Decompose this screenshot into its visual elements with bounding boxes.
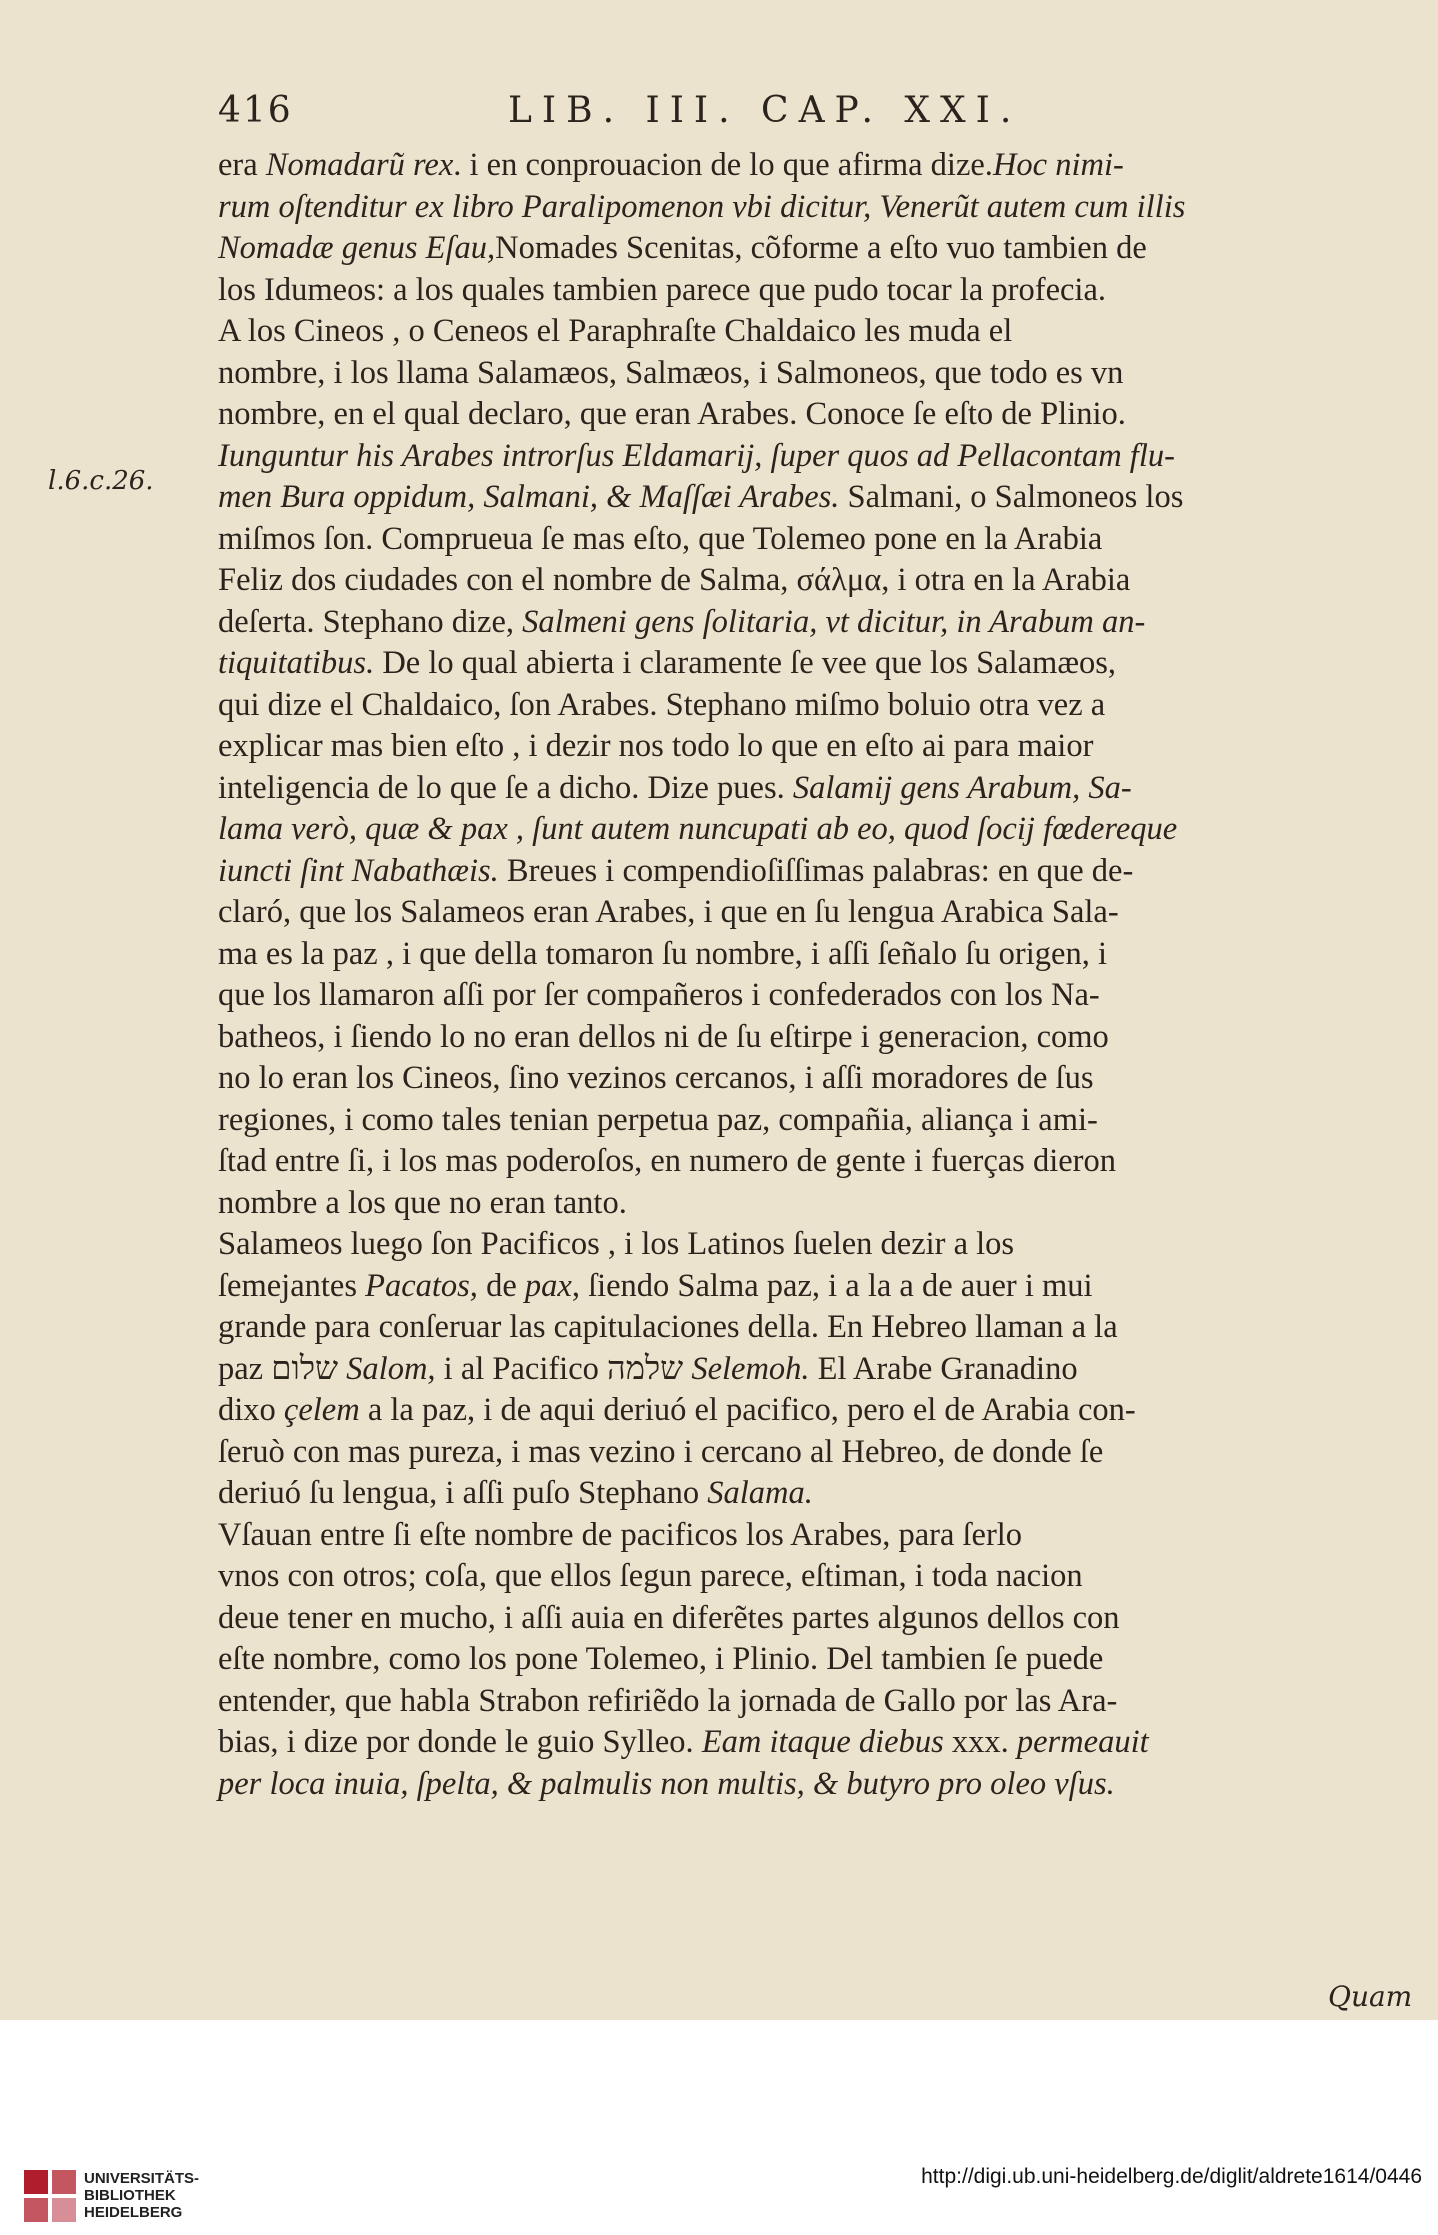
text-line xyxy=(218,560,1368,602)
text-line xyxy=(218,1473,1368,1515)
roman-span: nombre, i los llama Salamæos, Salmæos, i Salmoneos, que todo es vn xyxy=(218,354,1124,391)
roman-span: i al Pacifico שלמה xyxy=(435,1350,692,1387)
margin-note: l.6.c.26. xyxy=(48,466,154,496)
italic-span: Hoc nimi- xyxy=(992,147,1124,183)
text-line xyxy=(218,228,1368,270)
text-line xyxy=(218,1183,1368,1225)
text-line xyxy=(218,1681,1368,1723)
roman-span: ma es la paz , i que della tomaron ſu nombre, i aſſi ſeñalo ſu origen, i xyxy=(218,935,1107,972)
roman-span: que los llamaron aſſi por ſer compañeros i confederados con los Na- xyxy=(218,977,1100,1013)
footer xyxy=(0,2020,1438,2235)
text-line xyxy=(218,975,1368,1017)
roman-span: batheos, i ſiendo lo no eran dellos ni de ſu eſtirpe i generacion, como xyxy=(218,1018,1109,1055)
library-logo-icon xyxy=(24,2170,76,2222)
roman-span: grande para conſeruar las capitulaciones della. En Hebreo llaman a la xyxy=(218,1309,1118,1345)
text-line xyxy=(218,1100,1368,1142)
text-line xyxy=(218,934,1368,976)
text-line xyxy=(218,145,1368,187)
text-line xyxy=(218,1058,1368,1100)
text-line xyxy=(218,1141,1368,1183)
italic-span: Pacatos, xyxy=(365,1267,478,1304)
text-line xyxy=(218,1307,1368,1349)
running-head-title: LIB. III. CAP. XXI. xyxy=(508,90,1022,131)
roman-span: claró, que los Salameos eran Arabes, i que en ſu lengua Arabica Sala- xyxy=(218,894,1119,930)
italic-span: per loca inuia, ſpelta, & palmulis non multis, & butyro pro oleo vſus. xyxy=(218,1765,1115,1802)
roman-span: paz שלום xyxy=(218,1350,347,1387)
roman-span: ſeruò con mas pureza, i mas vezino i cercano al Hebreo, de donde ſe xyxy=(218,1433,1104,1470)
text-line xyxy=(218,1017,1368,1059)
roman-span: xxx. xyxy=(943,1724,1017,1760)
text-line xyxy=(218,311,1368,353)
catchword: Quam xyxy=(1328,1980,1413,2013)
text-line xyxy=(218,602,1368,644)
italic-span: Nomadæ genus Eſau, xyxy=(218,230,496,266)
text-line xyxy=(218,1556,1368,1598)
roman-span: deſerta. Stephano dize, xyxy=(218,603,523,640)
italic-span: Salmeni gens ſolitaria, vt dicitur, in Arabum an- xyxy=(522,603,1146,640)
italic-span: permeauit xyxy=(1016,1724,1149,1760)
roman-span: ſtad entre ſi, i los mas poderoſos, en numero de gente i fuerças dieron xyxy=(218,1143,1116,1179)
text-line xyxy=(218,1266,1368,1308)
roman-span: los Idumeos: a los quales tambien parece que pudo tocar la profecia. xyxy=(218,271,1107,308)
roman-span: Vſauan entre ſi eſte nombre de pacificos los Arabes, para ſerlo xyxy=(218,1516,1023,1553)
text-line xyxy=(218,643,1368,685)
italic-span: Salamij gens Arabum, Sa- xyxy=(792,769,1132,806)
roman-span: ſemejantes xyxy=(218,1267,366,1304)
text-line xyxy=(218,394,1368,436)
roman-span: , ſiendo Salma paz, i a la a de auer i mui xyxy=(571,1267,1093,1304)
roman-span: nombre a los que no eran tanto. xyxy=(218,1184,627,1221)
italic-span: Salom, xyxy=(346,1350,436,1387)
roman-span: dixo xyxy=(218,1392,284,1428)
page-number: 416 xyxy=(218,90,293,131)
roman-span: no lo eran los Cineos, ſino vezinos cercanos, i aſſi moradores de ſus xyxy=(218,1060,1094,1096)
text-line xyxy=(218,851,1368,893)
roman-span: Salameos luego ſon Pacificos , i los Latinos ſuelen dezir a los xyxy=(218,1226,1015,1262)
text-line xyxy=(218,353,1368,395)
italic-span: rum oſtenditur ex libro Paralipomenon vbi dicitur, Venerũt autem cum illis xyxy=(218,188,1186,225)
roman-span: Feliz dos ciudades con el nombre de Salma, σάλμα, i otra en la Arabia xyxy=(218,562,1131,598)
body-text xyxy=(218,145,1368,1805)
roman-span: . i en conprouacion de lo que afirma dize. xyxy=(453,147,993,183)
roman-span: A los Cineos , o Ceneos el Paraphraſte Chaldaico les muda el xyxy=(218,313,1013,349)
roman-span: inteligencia de lo que ſe a dicho. Dize pues. xyxy=(218,769,793,806)
roman-span: bias, i dize por donde le guio Sylleo. xyxy=(218,1724,702,1760)
roman-span: Salmani, o Salmoneos los xyxy=(839,479,1184,515)
text-line xyxy=(218,436,1368,478)
text-line xyxy=(218,1764,1368,1806)
roman-span: regiones, i como tales tenian perpetua paz, compañia, aliança i ami- xyxy=(218,1101,1098,1138)
text-line xyxy=(218,1515,1368,1557)
roman-span: miſmos ſon. Comprueua ſe mas eſto, que Tolemeo pone en la Arabia xyxy=(218,520,1103,557)
italic-span: Iunguntur his Arabes introrſus Eldamarij, ſuper quos ad Pellacontam flu- xyxy=(218,437,1175,474)
roman-span: era xyxy=(218,147,266,183)
text-line xyxy=(218,1224,1368,1266)
roman-span: deriuó ſu lengua, i aſſi puſo Stephano xyxy=(218,1475,708,1511)
italic-span: iuncti ſint Nabathæis. xyxy=(218,852,499,889)
roman-span: De lo qual abierta i claramente ſe vee que los Salamæos, xyxy=(374,645,1117,681)
roman-span: El Arabe Granadino xyxy=(809,1350,1078,1387)
italic-span: tiquitatibus. xyxy=(218,645,375,681)
roman-span: de xyxy=(477,1267,525,1304)
roman-span: nombre, en el qual declaro, que eran Arabes. Conoce ſe eſto de Plinio. xyxy=(218,396,1126,432)
italic-span: Salama. xyxy=(707,1475,813,1511)
roman-span: a la paz, i de aqui deriuó el pacifico, pero el de Arabia con- xyxy=(359,1392,1136,1428)
italic-span: Eam itaque diebus xyxy=(701,1724,944,1760)
text-line xyxy=(218,1722,1368,1764)
text-line xyxy=(218,1598,1368,1640)
text-line xyxy=(218,477,1368,519)
text-line xyxy=(218,685,1368,727)
text-line xyxy=(218,809,1368,851)
italic-span: Selemoh. xyxy=(691,1350,810,1387)
italic-span: pax xyxy=(524,1267,572,1304)
roman-span: explicar mas bien eſto , i dezir nos todo lo que en eſto ai para maior xyxy=(218,728,1094,764)
library-name: UNIVERSITÄTS- BIBLIOTHEK HEIDELBERG xyxy=(84,2170,200,2221)
text-line xyxy=(218,187,1368,229)
text-line xyxy=(218,726,1368,768)
source-url-link[interactable]: http://digi.ub.uni-heidelberg.de/diglit/aldrete1614/0446 xyxy=(921,2165,1422,2188)
roman-span: vnos con otros; coſa, que ellos ſegun parece, eſtiman, i toda nacion xyxy=(218,1558,1083,1594)
italic-span: lama verò, quæ & pax , ſunt autem nuncupati ab eo, quod ſocij fœdereque xyxy=(218,811,1178,847)
italic-span: Nomadarũ rex xyxy=(265,147,454,183)
roman-span: deue tener en mucho, i aſſi auia en diferẽtes partes algunos dellos con xyxy=(218,1599,1120,1636)
roman-span: eſte nombre, como los pone Tolemeo, i Plinio. Del tambien ſe puede xyxy=(218,1641,1104,1677)
text-line xyxy=(218,1349,1368,1391)
roman-span: entender, que habla Strabon refiriẽdo la jornada de Gallo por las Ara- xyxy=(218,1682,1118,1719)
text-line xyxy=(218,1432,1368,1474)
roman-span: qui dize el Chaldaico, ſon Arabes. Stephano miſmo boluio otra vez a xyxy=(218,686,1106,723)
roman-span: Nomades Scenitas, cõforme a eſto vuo tambien de xyxy=(495,230,1147,266)
text-line xyxy=(218,519,1368,561)
text-line xyxy=(218,768,1368,810)
roman-span: Breues i compendioſiſſimas palabras: en que de- xyxy=(498,852,1134,889)
italic-span: çelem xyxy=(283,1392,360,1428)
italic-span: men Bura oppidum, Salmani, & Maſſæi Arabes. xyxy=(218,479,840,515)
text-line xyxy=(218,892,1368,934)
text-line xyxy=(218,1390,1368,1432)
running-header xyxy=(218,90,1098,140)
text-line xyxy=(218,270,1368,312)
text-line xyxy=(218,1639,1368,1681)
